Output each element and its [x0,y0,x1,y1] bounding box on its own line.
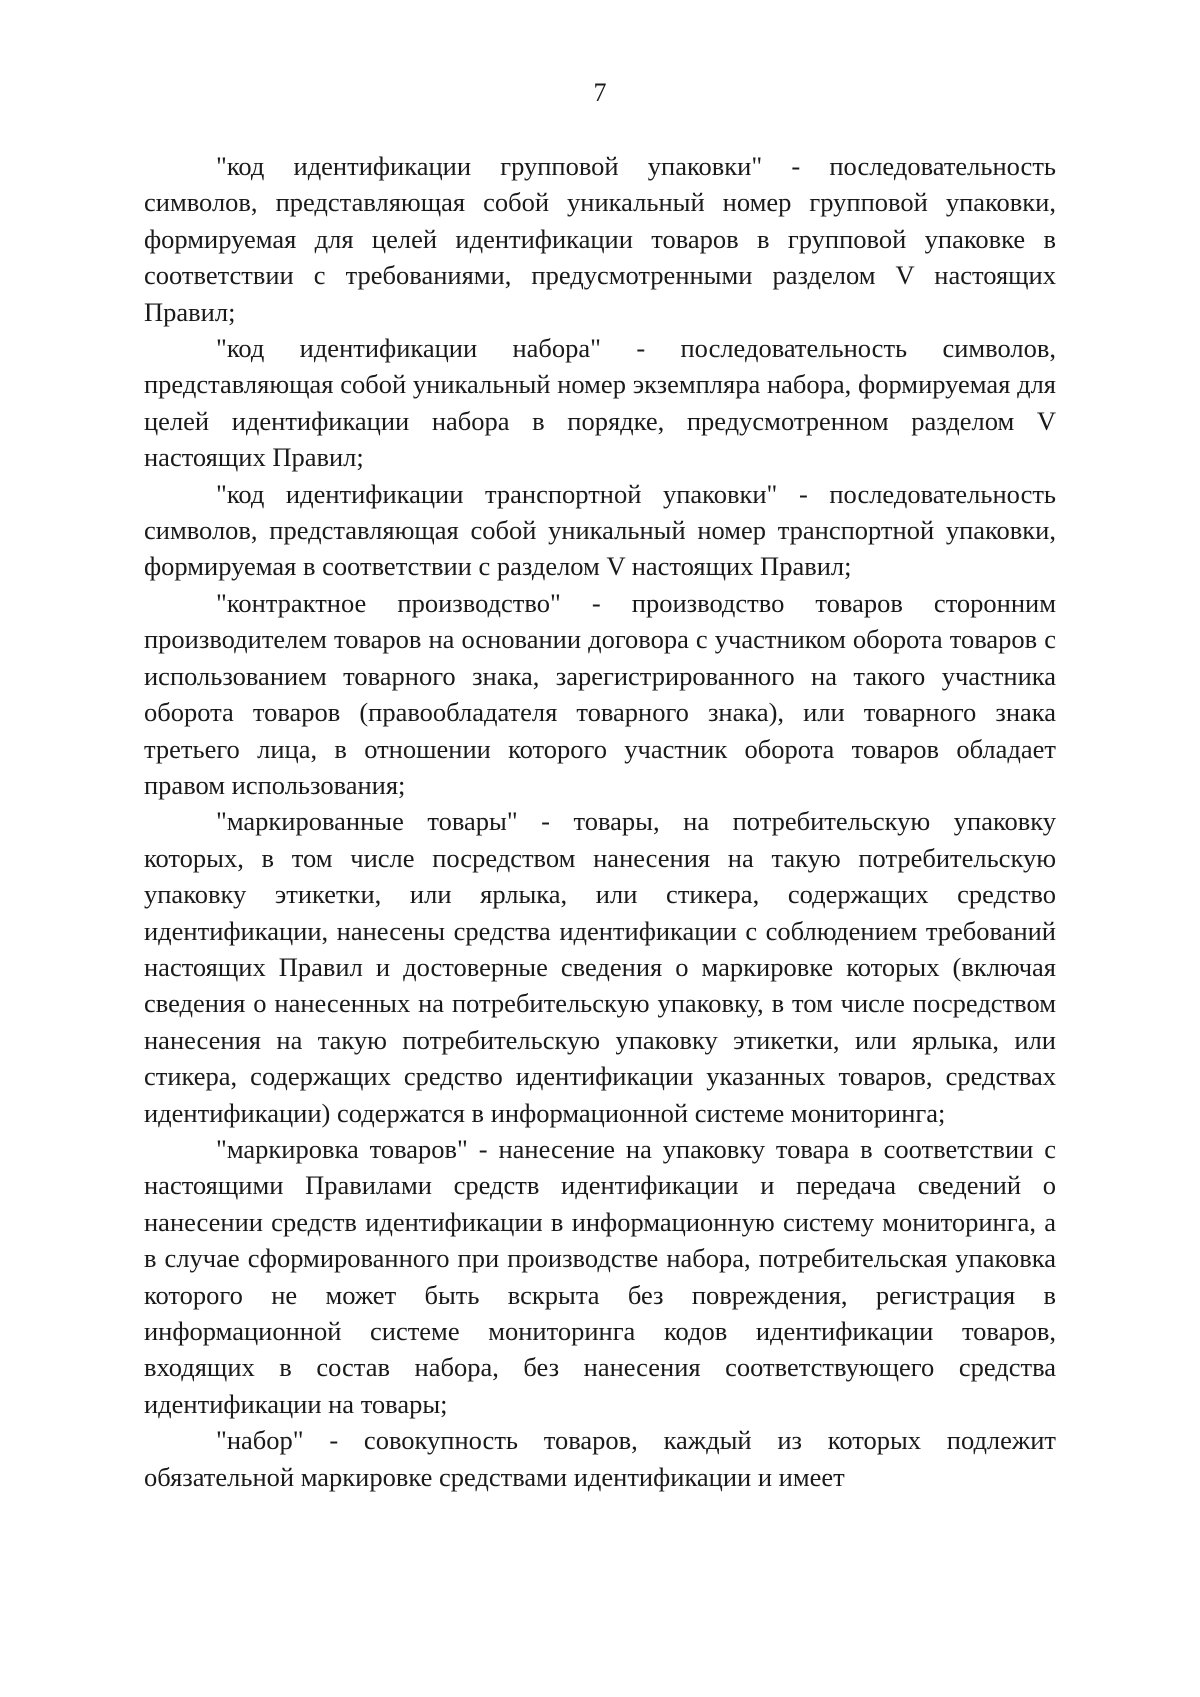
paragraph-set: "набор" - совокупность товаров, каждый из которых подлежит обязательной маркировке средствами идентификации и имеет [144,1425,1056,1492]
document-body [144,148,1056,1495]
paragraph-transport-package-code: "код идентификации транспортной упаковки" - последовательность символов, представляющая собой уникальный номер транспортной упаковки, формируемая в соответствии с разделом V настоящих Правил; [144,478,1056,582]
page-number: 7 [593,78,607,107]
paragraph-goods-marking: "маркировка товаров" - нанесение на упаковку товара в соответствии с настоящими Правилами средств идентификации и передача сведений о нанесении средств идентификации в информационную систему мониторинга, а в случае сформированного при производстве набора, потребительская упаковка которого не может быть вскрыта без повреждения, регистрация в информационной системе мониторинга кодов идентификации товаров, входящих в состав набора, без нанесения соответствующего средства идентификации на товары; [144,1133,1056,1419]
paragraph-marked-goods: "маркированные товары" - товары, на потребительскую упаковку которых, в том числе посредством нанесения на такую потребительскую упаковку этикетки, или ярлыка, или стикера, содержащих средство идентификации, нанесены средства идентификации с соблюдением требований настоящих Правил и достоверные сведения о маркировке которых (включая сведения о нанесенных на потребительскую упаковку, в том числе посредством нанесения на такую потребительскую упаковку этикетки, или ярлыка, или стикера, содержащих средство идентификации указанных товаров, средствах идентификации) содержатся в информационной системе мониторинга; [144,806,1056,1128]
paragraph-group-package-code: "код идентификации групповой упаковки" - последовательность символов, представляющая собой уникальный номер групповой упаковки, формируемая для целей идентификации товаров в групповой упаковке в соответствии с требованиями, предусмотренными разделом V настоящих Правил; [144,151,1056,327]
paragraph-set-code: "код идентификации набора" - последовательность символов, представляющая собой уникальный номер экземпляра набора, формируемая для целей идентификации набора в порядке, предусмотренном разделом V настоящих Правил; [144,333,1056,473]
paragraph-contract-production: "контрактное производство" - производство товаров сторонним производителем товаров на основании договора с участником оборота товаров с использованием товарного знака, зарегистрированного на такого участника оборота товаров (правообладателя товарного знака), или товарного знака третьего лица, в отношении которого участник оборота товаров обладает правом использования; [144,587,1056,800]
